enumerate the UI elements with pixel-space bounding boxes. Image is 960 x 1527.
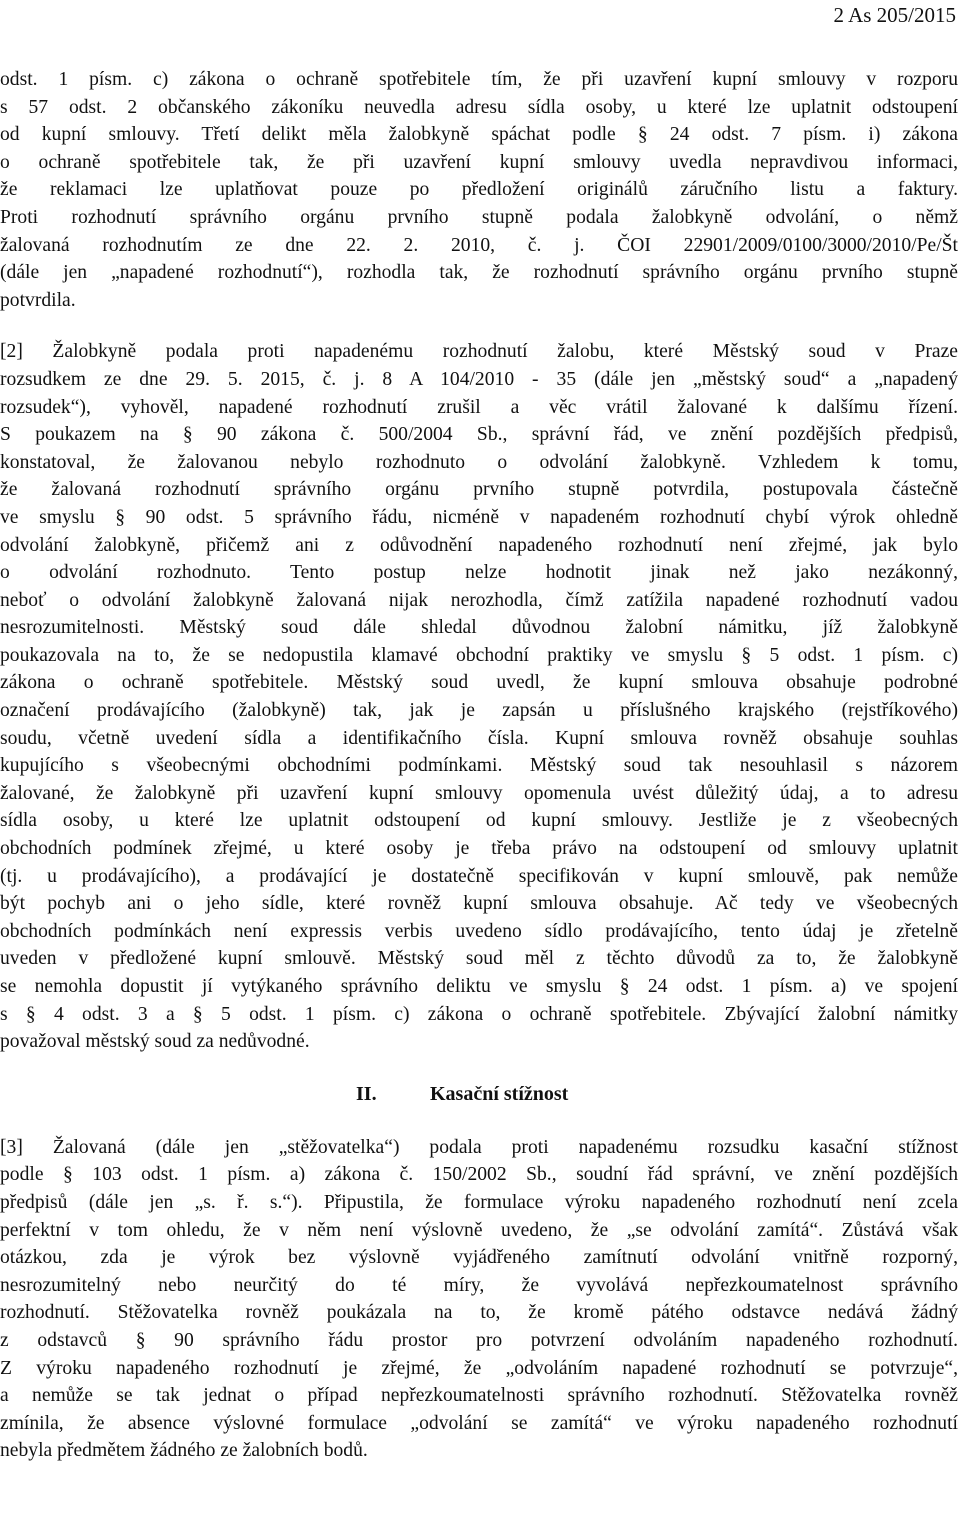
- text-line: S poukazem na § 90 zákona č. 500/2004 Sb., správní řád, ve znění pozdějších předpisů,: [0, 424, 958, 446]
- text-line: konstatoval, že žalovanou nebylo rozhodnuto o odvolání žalobkyně. Vzhledem k tomu,: [0, 451, 958, 473]
- text-line: ve smyslu § 90 odst. 5 správního řádu, nicméně v napadeném rozhodnutí chybí výrok ohledně: [0, 506, 958, 528]
- text-line: otázkou, zda je výrok bez výslovně vyjádřeného zamítnutí odvolání vnitřně rozporný,: [0, 1247, 958, 1269]
- text-line: nebyla předmětem žádného ze žalobních bodů.: [0, 1440, 368, 1462]
- text-line: odst. 1 písm. c) zákona o ochraně spotřebitele tím, že při uzavření kupní smlouvy v rozporu: [0, 69, 958, 90]
- text-line: o odvolání rozhodnuto. Tento postup nelze hodnotit jinak než jako nezákonný,: [0, 562, 958, 584]
- text-line: [3] Žalovaná (dále jen „stěžovatelka“) podala proti napadenému rozsudku kasační stížnost: [0, 1136, 958, 1158]
- text-line: zmínila, že absence výslovné formulace „odvolání se zamítá“ ve výroku napadeného rozhodnutí: [0, 1412, 958, 1434]
- text-line: považoval městský soud za nedůvodné.: [0, 1031, 310, 1053]
- text-line: nesrozumitelný nebo neurčitý do té míry, že vyvolává nepřezkoumatelnost správního: [0, 1274, 958, 1296]
- text-line: Proti rozhodnutí správního orgánu prvního stupně podala žalobkyně odvolání, o němž: [0, 206, 958, 228]
- section-number: II.: [356, 1082, 377, 1105]
- text-line: poukazovala na to, že se nedopustila klamavé obchodní praktiky ve smyslu § 5 odst. 1 písm. c): [0, 644, 958, 666]
- text-line: neboť o odvolání žalobkyně žalovaná nijak nerozhodla, čímž zatížila napadené rozhodnutí vadou: [0, 589, 958, 611]
- text-line: sídla osoby, u které lze uplatnit odstoupení od kupní smlouvy. Jestliže je z všeobecných: [0, 810, 958, 832]
- text-line: rozsudek“), vyhověl, napadené rozhodnutí zrušil a věc vrátil žalované k dalšímu řízení.: [0, 396, 958, 418]
- text-line: žalovaná rozhodnutím ze dne 22. 2. 2010, č. j. ČOI 22901/2009/0100/3000/2010/Pe/Št: [0, 234, 958, 256]
- section-title: Kasační stížnost: [430, 1082, 569, 1105]
- text-line: že reklamaci lze uplatňovat pouze po předložení originálů záručního listu a faktury.: [0, 179, 958, 201]
- paragraph-3: [0, 1134, 958, 1465]
- text-line: s § 4 odst. 3 a § 5 odst. 1 písm. c) zákona o ochraně spotřebitele. Zbývající žalobní námitky: [0, 1003, 958, 1025]
- text-line: uveden v předložené kupní smlouvě. Městský soud měl z těchto důvodů za to, že žalobkyně: [0, 948, 958, 970]
- text-line: předpisů (dále jen „s. ř. s.“). Připustila, že formulace výroku napadeného rozhodnutí není zcela: [0, 1191, 958, 1213]
- text-line: od kupní smlouvy. Třetí delikt měla žalobkyně spáchat podle § 24 odst. 7 písm. i) zákona: [0, 124, 958, 146]
- case-number: 2 As 205/2015: [833, 3, 956, 27]
- text-line: odvolání žalobkyně, přičemž ani z odůvodnění napadeného rozhodnutí není zřejmé, jak bylo: [0, 534, 958, 556]
- paragraph-gap: [0, 314, 958, 338]
- text-line: s 57 odst. 2 občanského zákoníku neuvedla adresu sídla osoby, u které lze uplatnit odstoupení: [0, 96, 958, 118]
- text-line: obchodních podmínkách není expressis verbis uvedeno sídlo prodávajícího, tento údaj je zřetelně: [0, 920, 958, 942]
- text-line: kupujícího s všeobecnými obchodními podmínkami. Městský soud tak nesouhlasil s názorem: [0, 755, 958, 777]
- text-line: Z výroku napadeného rozhodnutí je zřejmé, že „odvoláním napadené rozhodnutí se potvrzuje“,: [0, 1357, 958, 1379]
- text-line: že žalovaná rozhodnutí správního orgánu prvního stupně potvrdila, postupovala částečně: [0, 479, 958, 501]
- text-line: soudu, včetně uvedení sídla a identifikačního čísla. Kupní smlouva rovněž obsahuje souhlas: [0, 727, 958, 749]
- text-line: rozsudkem ze dne 29. 5. 2015, č. j. 8 A 104/2010 - 35 (dále jen „městský soud“ a „napadený: [0, 368, 958, 390]
- text-line: být pochyb ani o jeho sídle, které rovněž kupní smlouva obsahuje. Ač tedy ve všeobecných: [0, 893, 958, 915]
- text-line: se nemohla dopustit jí vytýkaného správního deliktu ve smyslu § 24 odst. 1 písm. a) ve spojení: [0, 976, 958, 997]
- text-line: označení prodávajícího (žalobkyně) tak, jak je zapsán u příslušného krajského (rejstříkového): [0, 700, 958, 722]
- text-line: [2] Žalobkyně podala proti napadenému rozhodnutí žalobu, které Městský soud v Praze: [0, 341, 958, 363]
- document-body: [0, 66, 958, 1465]
- text-line: rozhodnutí. Stěžovatelka rovněž poukázala na to, že kromě pátého odstavce nedává žádný: [0, 1302, 958, 1324]
- text-line: (dále jen „napadené rozhodnutí“), rozhodla tak, že rozhodnutí správního orgánu prvního stupně: [0, 262, 958, 284]
- text-line: žalované, že žalobkyně při uzavření kupní smlouvy opomenula uvést důležitý údaj, a to adresu: [0, 782, 958, 804]
- text-line: a nemůže se tak jednat o případ nepřezkoumatelnosti správního rozhodnutí. Stěžovatelka rovněž: [0, 1385, 958, 1407]
- paragraph-continued: [0, 66, 958, 314]
- text-line: z odstavců § 90 správního řádu prostor pro potvrzení odvoláním napadeného rozhodnutí.: [0, 1329, 958, 1351]
- text-line: zákona o ochraně spotřebitele. Městský soud uvedl, že kupní smlouva obsahuje podrobné: [0, 672, 958, 694]
- text-line: potvrdila.: [0, 289, 76, 311]
- text-line: o ochraně spotřebitele tak, že při uzavření kupní smlouvy uvedla nepravdivou informaci,: [0, 151, 958, 173]
- text-line: (tj. u prodávajícího), a prodávající je dostatečně specifikován v kupní smlouvě, pak nemůže: [0, 865, 958, 887]
- paragraph-2: [0, 338, 958, 1055]
- text-line: perfektní v tom ohledu, že v něm není výslovně uvedeno, že „se odvolání zamítá“. Zůstává však: [0, 1219, 958, 1241]
- text-line: nesrozumitelnosti. Městský soud dále shledal důvodnou žalobní námitku, jíž žalobkyně: [0, 617, 958, 639]
- text-line: podle § 103 odst. 1 písm. a) zákona č. 150/2002 Sb., soudní řád správní, ve znění pozdějších: [0, 1164, 958, 1186]
- section-heading: [0, 1080, 958, 1108]
- text-line: obchodních podmínek zřejmé, u které osoby je třeba právo na odstoupení od smlouvy uplatnit: [0, 838, 958, 860]
